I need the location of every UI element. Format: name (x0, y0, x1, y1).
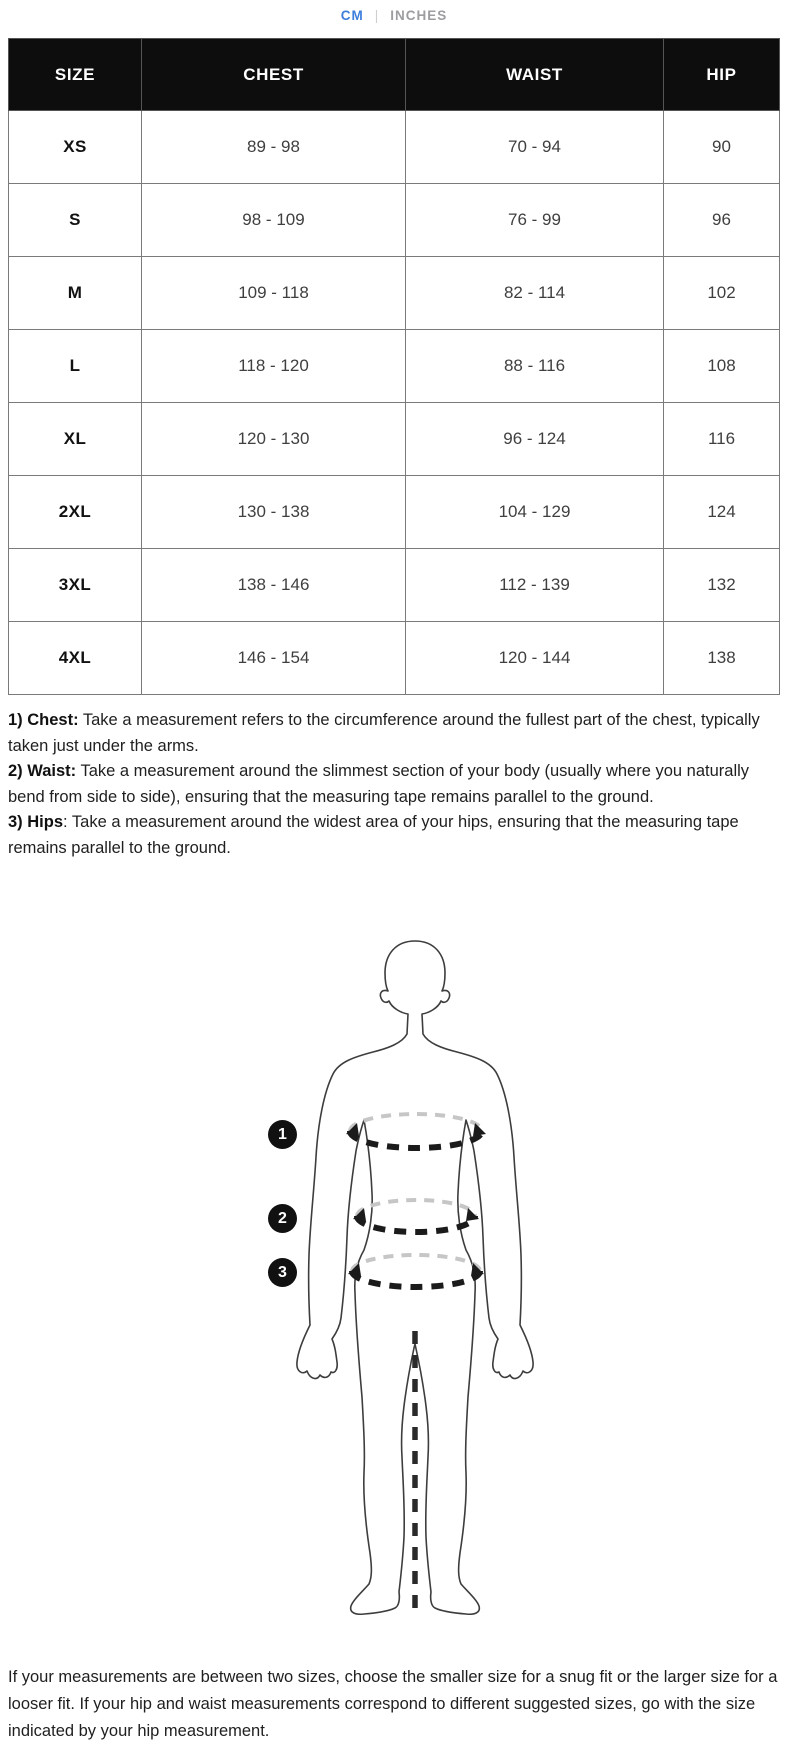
waist-value: 88 - 116 (406, 330, 664, 403)
sizing-note (8, 1664, 784, 1745)
waist-value: 82 - 114 (406, 257, 664, 330)
waist-marker-badge: 2 (268, 1204, 297, 1233)
hip-value: 102 (664, 257, 780, 330)
column-header-hip: HIP (664, 39, 780, 111)
hip-value: 90 (664, 111, 780, 184)
hip-value: 108 (664, 330, 780, 403)
table-row (9, 622, 780, 695)
body-outline (297, 941, 533, 1614)
hip-value: 124 (664, 476, 780, 549)
chest-value: 130 - 138 (142, 476, 406, 549)
table-row (9, 476, 780, 549)
measurement-instructions (8, 708, 782, 861)
size-label: S (9, 184, 142, 257)
hip-value: 132 (664, 549, 780, 622)
hip-marker-badge: 3 (268, 1258, 297, 1287)
table-row (9, 403, 780, 476)
table-row (9, 257, 780, 330)
table-row (9, 184, 780, 257)
table-row (9, 330, 780, 403)
table-row (9, 549, 780, 622)
size-label: XL (9, 403, 142, 476)
unit-toggle-divider: | (374, 8, 380, 23)
hip-value: 138 (664, 622, 780, 695)
waist-value: 76 - 99 (406, 184, 664, 257)
column-header-size: SIZE (9, 39, 142, 111)
unit-cm-button[interactable]: CM (340, 8, 364, 23)
column-header-waist: WAIST (406, 39, 664, 111)
chest-value: 109 - 118 (142, 257, 406, 330)
table-row (9, 111, 780, 184)
chest-value: 138 - 146 (142, 549, 406, 622)
size-chart (8, 38, 779, 695)
chest-value: 120 - 130 (142, 403, 406, 476)
chest-value: 146 - 154 (142, 622, 406, 695)
size-label: XS (9, 111, 142, 184)
waist-value: 120 - 144 (406, 622, 664, 695)
instruction-waist: 2) Waist: Take a measurement around the slimmest section of your body (usually where you naturally bend from side to side), ensuring that the measuring tape remains parallel to the ground. (8, 762, 750, 806)
hip-value: 96 (664, 184, 780, 257)
instruction-chest: 1) Chest: Take a measurement refers to the circumference around the fullest part of the chest, typically taken just under the arms. (8, 711, 760, 755)
chest-value: 89 - 98 (142, 111, 406, 184)
waist-value: 96 - 124 (406, 403, 664, 476)
table-header-row (9, 39, 780, 111)
sizing-note-text: If your measurements are between two sizes, choose the smaller size for a snug fit or the larger size for a looser fit. If your hip and waist measurements correspond to different suggested sizes, go with the size indicated by your hip measurement. (8, 1668, 778, 1740)
unit-inches-button[interactable]: INCHES (390, 8, 448, 23)
size-label: 3XL (9, 549, 142, 622)
hip-value: 116 (664, 403, 780, 476)
size-label: 4XL (9, 622, 142, 695)
instruction-hips: 3) Hips: Take a measurement around the widest area of your hips, ensuring that the measuring tape remains parallel to the ground. (8, 813, 739, 857)
column-header-chest: CHEST (142, 39, 406, 111)
waist-value: 70 - 94 (406, 111, 664, 184)
chest-value: 98 - 109 (142, 184, 406, 257)
chest-value: 118 - 120 (142, 330, 406, 403)
chest-marker-badge: 1 (268, 1120, 297, 1149)
size-label: 2XL (9, 476, 142, 549)
waist-value: 112 - 139 (406, 549, 664, 622)
size-label: M (9, 257, 142, 330)
waist-value: 104 - 129 (406, 476, 664, 549)
body-measurement-diagram (205, 935, 625, 1615)
size-chart-table (8, 38, 780, 695)
waist-tape-arrow-right (466, 1208, 479, 1221)
size-label: L (9, 330, 142, 403)
unit-toggle (0, 8, 788, 23)
